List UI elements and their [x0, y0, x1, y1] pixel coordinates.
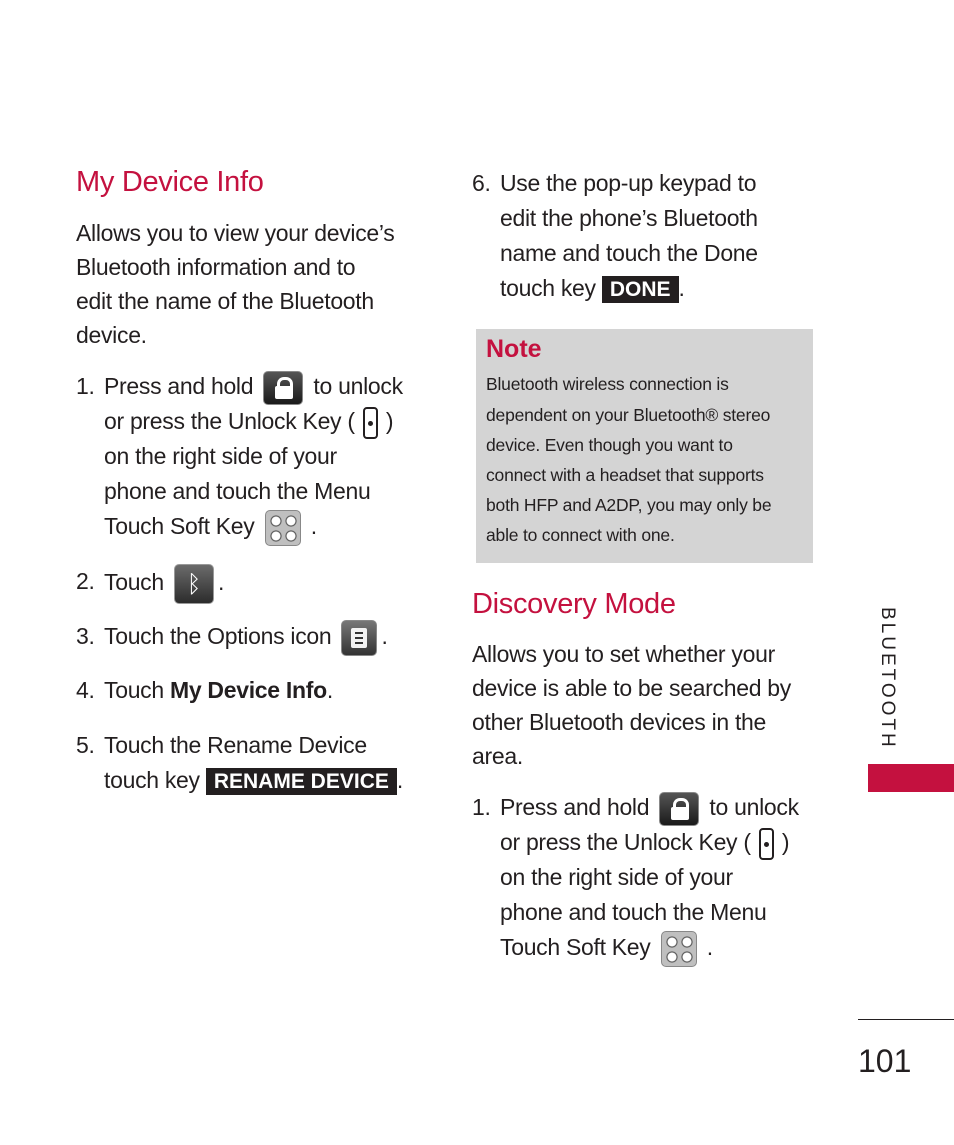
note-line: connect with a headset that supports — [486, 465, 764, 485]
step-text: . — [678, 275, 685, 301]
step-number: 3. — [76, 623, 95, 649]
intro-line: Allows you to view your device’s — [76, 220, 395, 246]
step-text: Press and hold — [104, 373, 254, 399]
intro-line: device. — [76, 322, 147, 348]
bluetooth-icon: ᛒ — [174, 564, 214, 604]
intro-line: Allows you to set whether your — [472, 641, 775, 667]
step-text: Touch — [104, 677, 164, 703]
discovery-mode-intro — [472, 637, 817, 773]
step-line: on the right side of your — [104, 443, 337, 469]
step-line — [104, 763, 403, 798]
left-step-5 — [76, 728, 436, 803]
menu-name-my-device-info: My Device Info — [169, 677, 327, 703]
step-text: ) — [781, 829, 790, 855]
step-line — [104, 509, 403, 544]
menu-icon — [661, 931, 697, 967]
step-text: Press and hold — [500, 794, 650, 820]
step-line — [500, 930, 799, 965]
step-text: Touch — [104, 569, 164, 596]
step-text: . — [706, 934, 713, 960]
intro-line: other Bluetooth devices in the — [472, 709, 767, 735]
intro-line: device is able to be searched by — [472, 675, 791, 701]
lock-icon — [659, 792, 699, 826]
intro-line: edit the name of the Bluetooth — [76, 288, 374, 314]
step-line: phone and touch the Menu — [500, 899, 767, 925]
step-line — [500, 271, 758, 306]
step-number: 6. — [472, 170, 491, 196]
step-text: Touch Soft Key — [500, 934, 651, 960]
left-step-4 — [76, 673, 436, 713]
unlock-key-icon — [363, 407, 378, 439]
step-number: 1. — [472, 794, 491, 820]
step-line: name and touch the Done — [500, 240, 758, 266]
step-text: . — [217, 569, 225, 596]
step-number: 4. — [76, 677, 95, 703]
note-line: dependent on your Bluetooth® stereo — [486, 405, 771, 425]
step-line — [104, 619, 388, 654]
step-number: 1. — [76, 373, 95, 399]
left-step-2 — [76, 564, 436, 604]
step-text: touch key — [500, 275, 596, 301]
left-step-3 — [76, 619, 436, 659]
section-tab-marker — [868, 764, 954, 792]
unlock-key-icon — [759, 828, 774, 860]
rename-device-key: RENAME DEVICE — [206, 768, 397, 795]
step-line — [104, 369, 403, 404]
step-line — [104, 673, 333, 708]
options-icon — [341, 620, 377, 656]
step-line — [104, 404, 403, 439]
note-title: Note — [486, 335, 542, 363]
section-heading-my-device-info: My Device Info — [76, 166, 264, 198]
my-device-info-intro — [76, 216, 436, 352]
right-step-1 — [472, 790, 817, 970]
note-line: able to connect with one. — [486, 525, 675, 545]
step-text: Touch the Options icon — [104, 623, 332, 649]
right-step-6 — [472, 166, 817, 311]
step-line — [500, 790, 799, 825]
done-key: DONE — [602, 276, 679, 303]
step-line — [104, 564, 224, 599]
lock-icon — [263, 371, 303, 405]
note-box — [476, 329, 813, 563]
step-line: Touch the Rename Device — [104, 732, 367, 758]
page-number-rule — [858, 1019, 954, 1020]
step-line: on the right side of your — [500, 864, 733, 890]
step-text: touch key — [104, 767, 200, 793]
step-line: Use the pop-up keypad to — [500, 170, 757, 196]
step-line: phone and touch the Menu — [104, 478, 371, 504]
section-side-label: BLUETOOTH — [877, 607, 898, 750]
left-step-1 — [76, 369, 436, 549]
intro-line: Bluetooth information and to — [76, 254, 356, 280]
note-line: Bluetooth wireless connection is — [486, 374, 729, 394]
note-line: device. Even though you want to — [486, 435, 733, 455]
step-line — [500, 825, 799, 860]
note-line: both HFP and A2DP, you may only be — [486, 495, 772, 515]
step-text: . — [326, 677, 333, 703]
step-text: to unlock — [313, 373, 403, 399]
step-text: ) — [385, 408, 394, 434]
step-text: Touch Soft Key — [104, 513, 255, 539]
step-text: to unlock — [709, 794, 799, 820]
step-text: . — [310, 513, 317, 539]
menu-icon — [265, 510, 301, 546]
step-line: edit the phone’s Bluetooth — [500, 205, 758, 231]
step-text: or press the Unlock Key ( — [104, 408, 355, 434]
page-number: 101 — [858, 1043, 912, 1079]
step-text: or press the Unlock Key ( — [500, 829, 751, 855]
step-text: . — [381, 623, 388, 649]
step-number: 2. — [76, 568, 95, 594]
section-heading-discovery-mode: Discovery Mode — [472, 588, 676, 620]
intro-line: area. — [472, 743, 523, 769]
step-text: . — [396, 767, 403, 793]
step-number: 5. — [76, 732, 95, 758]
